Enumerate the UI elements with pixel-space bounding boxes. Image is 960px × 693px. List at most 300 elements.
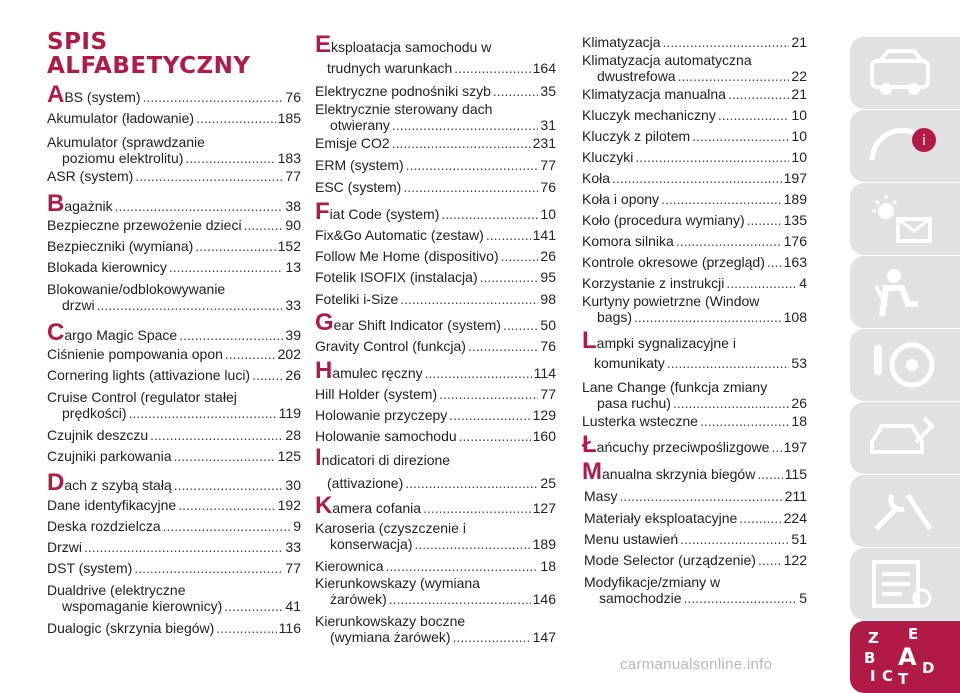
page-number: 22 — [791, 68, 807, 84]
leader-dots — [747, 212, 782, 228]
entry-text: Bezpieczne przewożenie dzieci — [47, 217, 242, 233]
leader-dots — [680, 531, 789, 547]
index-entry[interactable] — [315, 179, 556, 195]
leader-dots — [163, 518, 292, 534]
page-number: 115 — [784, 466, 807, 482]
entry-text-line-1: Klimatyzacja automatyczna — [582, 52, 752, 68]
leader-dots — [678, 68, 790, 84]
index-entry[interactable] — [315, 492, 556, 519]
index-entry[interactable] — [315, 31, 556, 58]
entry-text: ach z szybą stałą — [64, 477, 172, 493]
index-entry[interactable] — [47, 259, 301, 275]
leader-dots — [195, 238, 275, 254]
index-entry[interactable] — [582, 254, 807, 270]
leader-dots — [673, 395, 789, 411]
index-entry[interactable] — [582, 52, 807, 84]
entry-text-line-2: żarówek) — [330, 591, 387, 607]
entry-text: ASR (system) — [47, 168, 134, 184]
entry-text: Dualogic (skrzynia biegów) — [47, 620, 215, 636]
leader-dots — [635, 149, 789, 165]
leader-dots — [134, 560, 283, 576]
title-line-1: SPIS — [47, 29, 108, 55]
entry-text: Follow Me Home (dispositivo) — [315, 248, 499, 264]
entry-text: Kierownica — [315, 558, 384, 574]
index-entry[interactable] — [47, 427, 301, 443]
page-number: 26 — [285, 367, 301, 383]
entry-text: Koła i opony — [582, 191, 660, 207]
index-entry[interactable] — [47, 134, 301, 166]
leader-dots — [439, 386, 538, 402]
entry-text: Fix&Go Automatic (zestaw) — [315, 227, 484, 243]
index-entry[interactable] — [315, 475, 556, 491]
leader-dots — [400, 291, 538, 307]
index-entry[interactable] — [47, 367, 301, 383]
index-entry[interactable] — [582, 275, 807, 291]
section-letter: F — [315, 198, 330, 225]
leader-dots — [389, 591, 531, 607]
leader-dots — [169, 259, 284, 275]
index-letters-icon — [862, 627, 942, 685]
leader-dots — [225, 346, 276, 362]
index-entry[interactable] — [47, 238, 301, 254]
index-entry[interactable] — [315, 60, 556, 76]
steering-wheel-icon — [868, 339, 938, 391]
page-number: 211 — [784, 488, 807, 504]
page-number: 28 — [285, 427, 301, 443]
page-number: 141 — [532, 227, 556, 243]
leader-dots — [150, 427, 283, 443]
page-number: 18 — [791, 413, 807, 429]
entry-text: amulec ręczny — [332, 365, 423, 381]
leader-dots — [97, 297, 284, 313]
entry-text: Koło (procedura wymiany) — [582, 212, 745, 228]
index-entry[interactable] — [47, 518, 301, 534]
page-number: 5 — [799, 590, 807, 606]
leader-dots — [468, 338, 538, 354]
entry-text: Mode Selector (urządzenie) — [584, 552, 756, 568]
section-letter: I — [315, 444, 322, 471]
leader-dots — [174, 448, 276, 464]
index-entry[interactable] — [315, 338, 556, 354]
index-entry[interactable] — [315, 83, 556, 99]
index-entry[interactable] — [315, 269, 556, 285]
entry-text: Koła — [582, 170, 611, 186]
leader-dots — [739, 510, 781, 526]
index-entry[interactable] — [315, 101, 556, 133]
index-entry[interactable] — [315, 135, 556, 151]
index-entry[interactable] — [47, 110, 301, 126]
tab-safety[interactable] — [850, 256, 960, 328]
entry-text: Cornering lights (attivazione luci) — [47, 367, 251, 383]
page-number: 4 — [799, 275, 807, 291]
page-number: 116 — [278, 620, 301, 636]
index-entry[interactable] — [315, 291, 556, 307]
entry-text: Drzwi — [47, 539, 82, 555]
leader-dots — [406, 157, 539, 173]
entry-text: ndicatori di direzione — [321, 452, 451, 468]
index-entry[interactable] — [582, 379, 807, 411]
leader-dots — [441, 206, 538, 222]
section-letter: K — [315, 492, 333, 519]
entry-text: ksploatacja samochodu w — [331, 39, 492, 55]
entry-text: argo Magic Space — [64, 327, 178, 343]
entry-text: ańcuchy przeciwpoślizgowe — [596, 439, 770, 455]
tab-specs[interactable] — [850, 548, 960, 620]
entry-text: Czujnik deszczu — [47, 427, 149, 443]
index-entry[interactable] — [315, 386, 556, 402]
entry-text: Kluczyki — [582, 149, 634, 165]
entry-text-line-1: Karoseria (czyszczenie i — [315, 520, 466, 536]
entry-text: Bezpieczniki (wymiana) — [47, 238, 194, 254]
entry-text: Kluczyk z pilotem — [582, 128, 691, 144]
airbag-safety-icon — [868, 266, 938, 318]
page-number: 176 — [783, 233, 807, 249]
leader-dots — [115, 198, 284, 214]
leader-dots — [692, 128, 789, 144]
index-entry[interactable] — [582, 233, 807, 249]
entry-text: Hill Holder (system) — [315, 386, 438, 402]
leader-dots — [728, 86, 789, 102]
index-entry[interactable] — [47, 497, 301, 513]
entry-text-line-1: Kierunkowskazy (wymiana — [315, 575, 480, 591]
leader-dots — [663, 34, 790, 50]
leader-dots — [501, 248, 539, 264]
page-number: 21 — [791, 86, 807, 102]
index-letter-b: B — [864, 649, 876, 667]
leader-dots — [129, 405, 277, 421]
page-number: 90 — [285, 217, 301, 233]
tab-starting[interactable] — [850, 329, 960, 401]
index-entry[interactable] — [47, 469, 301, 496]
index-entry[interactable] — [47, 281, 301, 313]
maintenance-tools-icon — [868, 485, 938, 537]
page-number: 197 — [783, 439, 807, 455]
index-entry[interactable] — [315, 248, 556, 264]
section-letter: B — [47, 190, 65, 217]
page-number: 25 — [540, 475, 556, 491]
page-number: 231 — [532, 135, 556, 151]
leader-dots — [449, 407, 530, 423]
entry-text: Fotelik ISOFIX (instalacja) — [315, 269, 478, 285]
leader-dots — [143, 89, 284, 105]
page-number: 164 — [532, 60, 556, 76]
index-entry[interactable] — [47, 389, 301, 421]
entry-text: Lusterka wsteczne — [582, 413, 698, 429]
index-entry[interactable] — [582, 552, 807, 568]
page-number: 147 — [532, 629, 556, 645]
index-entry[interactable] — [582, 531, 807, 547]
index-entry[interactable] — [315, 157, 556, 173]
entry-text-line-2: dwustrefowa — [597, 68, 676, 84]
leader-dots — [216, 620, 276, 636]
specs-list-icon — [868, 558, 938, 610]
dashboard-warning-icon — [868, 120, 938, 172]
index-entry[interactable] — [47, 319, 301, 346]
page-number: 224 — [783, 510, 807, 526]
car-info-icon — [868, 47, 938, 99]
entry-text: anualna skrzynia biegów — [602, 466, 756, 482]
index-entry[interactable] — [47, 448, 301, 464]
page-number: 152 — [277, 238, 301, 254]
tab-car-info[interactable] — [850, 37, 960, 109]
watermark: carmanualsonline.info — [620, 656, 773, 673]
index-letter-t: T — [898, 670, 909, 685]
page-number: 76 — [285, 89, 301, 105]
index-letter-c: C — [882, 667, 894, 685]
entry-text: komunikaty — [594, 355, 665, 371]
index-entry[interactable] — [582, 86, 807, 102]
entry-text-line-1: Cruise Control (regulator stałej — [47, 389, 237, 405]
index-entry[interactable] — [315, 613, 556, 645]
index-entry[interactable] — [47, 560, 301, 576]
page-number: 197 — [783, 170, 807, 186]
leader-dots — [718, 107, 790, 123]
page-number: 114 — [533, 365, 556, 381]
entry-text-line-2: pasa ruchu) — [597, 395, 671, 411]
entry-text: Masy — [584, 488, 618, 504]
index-entry[interactable] — [582, 149, 807, 165]
page-number: 163 — [783, 254, 807, 270]
leader-dots — [459, 428, 531, 444]
index-entry[interactable] — [582, 293, 807, 325]
leader-dots — [676, 233, 782, 249]
page-number: 146 — [532, 591, 556, 607]
index-entry[interactable] — [315, 444, 556, 471]
section-letter: C — [47, 319, 65, 346]
entry-text: Deska rozdzielcza — [47, 518, 161, 534]
entry-text-line-2: prędkości) — [62, 405, 127, 421]
index-entry[interactable] — [582, 191, 807, 207]
page-number: 50 — [540, 317, 556, 333]
index-entry[interactable] — [315, 407, 556, 423]
index-entry[interactable] — [582, 413, 807, 429]
leader-dots — [84, 539, 283, 555]
entry-text-line-2: drzwi — [62, 297, 95, 313]
index-entry[interactable] — [582, 212, 807, 228]
index-entry[interactable] — [582, 128, 807, 144]
page-number: 51 — [791, 531, 807, 547]
entry-text: Klimatyzacja — [582, 34, 661, 50]
entry-text: Czujniki parkowania — [47, 448, 172, 464]
index-letter-i: I — [870, 667, 876, 685]
index-entry[interactable] — [47, 582, 301, 614]
leader-dots — [392, 135, 531, 151]
index-entry[interactable] — [315, 428, 556, 444]
entry-text: Materiały eksploatacyjne — [584, 510, 738, 526]
leader-dots — [385, 558, 538, 574]
title-line-2: ALFABETYCZNY — [47, 53, 251, 79]
page-number: 33 — [285, 297, 301, 313]
leader-dots — [252, 367, 283, 383]
entry-text-line-2: samochodzie — [599, 590, 682, 606]
index-entry[interactable] — [47, 81, 301, 108]
entry-text: Gravity Control (funkcja) — [315, 338, 466, 354]
leader-dots — [423, 500, 531, 516]
leader-dots — [244, 217, 284, 233]
leader-dots — [667, 355, 790, 371]
leader-dots — [726, 275, 797, 291]
page-number: 185 — [277, 110, 301, 126]
entry-text: DST (system) — [47, 560, 133, 576]
page-number: 189 — [783, 191, 807, 207]
page-number: 10 — [791, 149, 807, 165]
leader-dots — [179, 327, 283, 343]
entry-text: ear Shift Indicator (system) — [333, 317, 501, 333]
page-number: 129 — [532, 407, 556, 423]
entry-text: Kontrole okresowe (przegląd) — [582, 254, 765, 270]
page-number: 10 — [791, 128, 807, 144]
index-letter-e: E — [908, 627, 919, 643]
tab-maintenance[interactable] — [850, 475, 960, 547]
entry-text-line-2: poziomu elektrolitu) — [62, 150, 184, 166]
leader-dots — [135, 168, 283, 184]
leader-dots — [661, 191, 782, 207]
entry-text: (attivazione) — [327, 475, 404, 491]
index-entry[interactable] — [315, 357, 556, 384]
leader-dots — [403, 179, 538, 195]
leader-dots — [758, 552, 782, 568]
leader-dots — [453, 629, 531, 645]
entry-text: Holowanie samochodu — [315, 428, 457, 444]
page-number: 21 — [791, 34, 807, 50]
page-number: 30 — [285, 477, 301, 493]
page-number: 98 — [540, 291, 556, 307]
page-number: 77 — [285, 168, 301, 184]
entry-text: BS (system) — [64, 89, 141, 105]
page-number: 33 — [285, 539, 301, 555]
entry-text: ampki sygnalizacyjne i — [596, 335, 736, 351]
leader-dots — [493, 83, 539, 99]
index-entry[interactable] — [47, 217, 301, 233]
section-letter: H — [315, 357, 333, 384]
page-number: 39 — [285, 327, 301, 343]
index-entry[interactable] — [582, 431, 807, 458]
index-entry[interactable] — [47, 620, 301, 636]
page-number: 192 — [277, 497, 301, 513]
entry-text: Dane identyfikacyjne — [47, 497, 177, 513]
leader-dots — [425, 365, 532, 381]
entry-text-line-1: Blokowanie/odblokowywanie — [47, 281, 226, 297]
car-breakdown-icon — [868, 412, 938, 464]
leader-dots — [454, 60, 530, 76]
index-entry[interactable] — [582, 327, 807, 354]
leader-dots — [684, 590, 798, 606]
entry-text-line-1: Kierunkowskazy boczne — [315, 613, 466, 629]
leader-dots — [503, 317, 538, 333]
entry-text: Akumulator (ładowanie) — [47, 110, 195, 126]
leader-dots — [757, 466, 782, 482]
entry-text: Klimatyzacja manualna — [582, 86, 726, 102]
page-number: 31 — [540, 117, 556, 133]
index-entry[interactable] — [315, 198, 556, 225]
index-entry[interactable] — [47, 346, 301, 362]
index-entry[interactable] — [582, 574, 807, 606]
page-number: 38 — [285, 198, 301, 214]
page-number: 41 — [285, 598, 301, 614]
leader-dots — [392, 117, 539, 133]
index-entry[interactable] — [47, 190, 301, 217]
index-entry[interactable] — [582, 510, 807, 526]
index-entry[interactable] — [315, 558, 556, 574]
index-entry[interactable] — [582, 170, 807, 186]
page-number: 18 — [540, 558, 556, 574]
page-number: 119 — [278, 405, 301, 421]
page-number: 35 — [540, 83, 556, 99]
entry-text-line-2: otwierany — [330, 117, 390, 133]
entry-text: iat Code (system) — [329, 206, 440, 222]
entry-text: trudnych warunkach — [327, 60, 453, 76]
tab-emergency[interactable] — [850, 402, 960, 474]
index-entry[interactable] — [582, 34, 807, 50]
index-entry[interactable] — [582, 355, 807, 371]
index-entry[interactable] — [47, 539, 301, 555]
leader-dots — [634, 309, 782, 325]
section-letter: A — [47, 81, 65, 108]
entry-text: Elektryczne podnośniki szyb — [315, 83, 491, 99]
entry-text: Korzystanie z instrukcji — [582, 275, 725, 291]
entry-text-line-2: bags) — [597, 309, 633, 325]
index-entry[interactable] — [582, 488, 807, 504]
page-number: 189 — [532, 536, 556, 552]
page-number: 76 — [540, 179, 556, 195]
section-letter: Ł — [582, 431, 597, 458]
entry-text: Emisje CO2 — [315, 135, 390, 151]
page-number: 77 — [540, 386, 556, 402]
index-entry[interactable] — [47, 168, 301, 184]
entry-text-line-1: Kurtyny powietrzne (Window — [582, 293, 760, 309]
tab-index[interactable] — [850, 621, 960, 693]
leader-dots — [700, 413, 789, 429]
entry-text: Menu ustawień — [584, 531, 679, 547]
page-number: 13 — [285, 259, 301, 275]
page-number: 160 — [532, 428, 556, 444]
index-letter-z: Z — [868, 629, 879, 647]
leader-dots — [480, 269, 539, 285]
index-entry[interactable] — [315, 520, 556, 552]
entry-text: Blokada kierownicy — [47, 259, 167, 275]
page-number: 122 — [783, 552, 807, 568]
index-entry[interactable] — [315, 309, 556, 336]
entry-text-line-1: Akumulator (sprawdzanie — [47, 134, 205, 150]
page-number: 95 — [540, 269, 556, 285]
index-entry[interactable] — [582, 107, 807, 123]
entry-text-line-2: konserwacja) — [330, 536, 413, 552]
page-title — [47, 30, 251, 78]
page-number: 77 — [540, 157, 556, 173]
tab-dashboard[interactable] — [850, 110, 960, 182]
section-letter: E — [315, 31, 332, 58]
index-entry[interactable] — [315, 575, 556, 607]
index-letter-a: A — [898, 643, 917, 671]
index-entry[interactable] — [315, 227, 556, 243]
leader-dots — [619, 488, 782, 504]
svg-text:i: i — [922, 133, 926, 149]
page-number: 135 — [783, 212, 807, 228]
entry-text: Foteliki i-Size — [315, 291, 399, 307]
leader-dots — [185, 150, 275, 166]
index-entry[interactable] — [582, 458, 807, 485]
entry-text-line-2: (wymiana żarówek) — [330, 629, 451, 645]
section-letter: D — [47, 469, 65, 496]
page-number: 76 — [540, 338, 556, 354]
tab-lights[interactable] — [850, 183, 960, 255]
page-number: 26 — [540, 248, 556, 264]
page-number: 9 — [293, 518, 301, 534]
entry-text-line-2: wspomaganie kierownicy) — [62, 598, 223, 614]
page-number: 10 — [791, 107, 807, 123]
page-number: 125 — [277, 448, 301, 464]
entry-text: Kluczyk mechaniczny — [582, 107, 716, 123]
